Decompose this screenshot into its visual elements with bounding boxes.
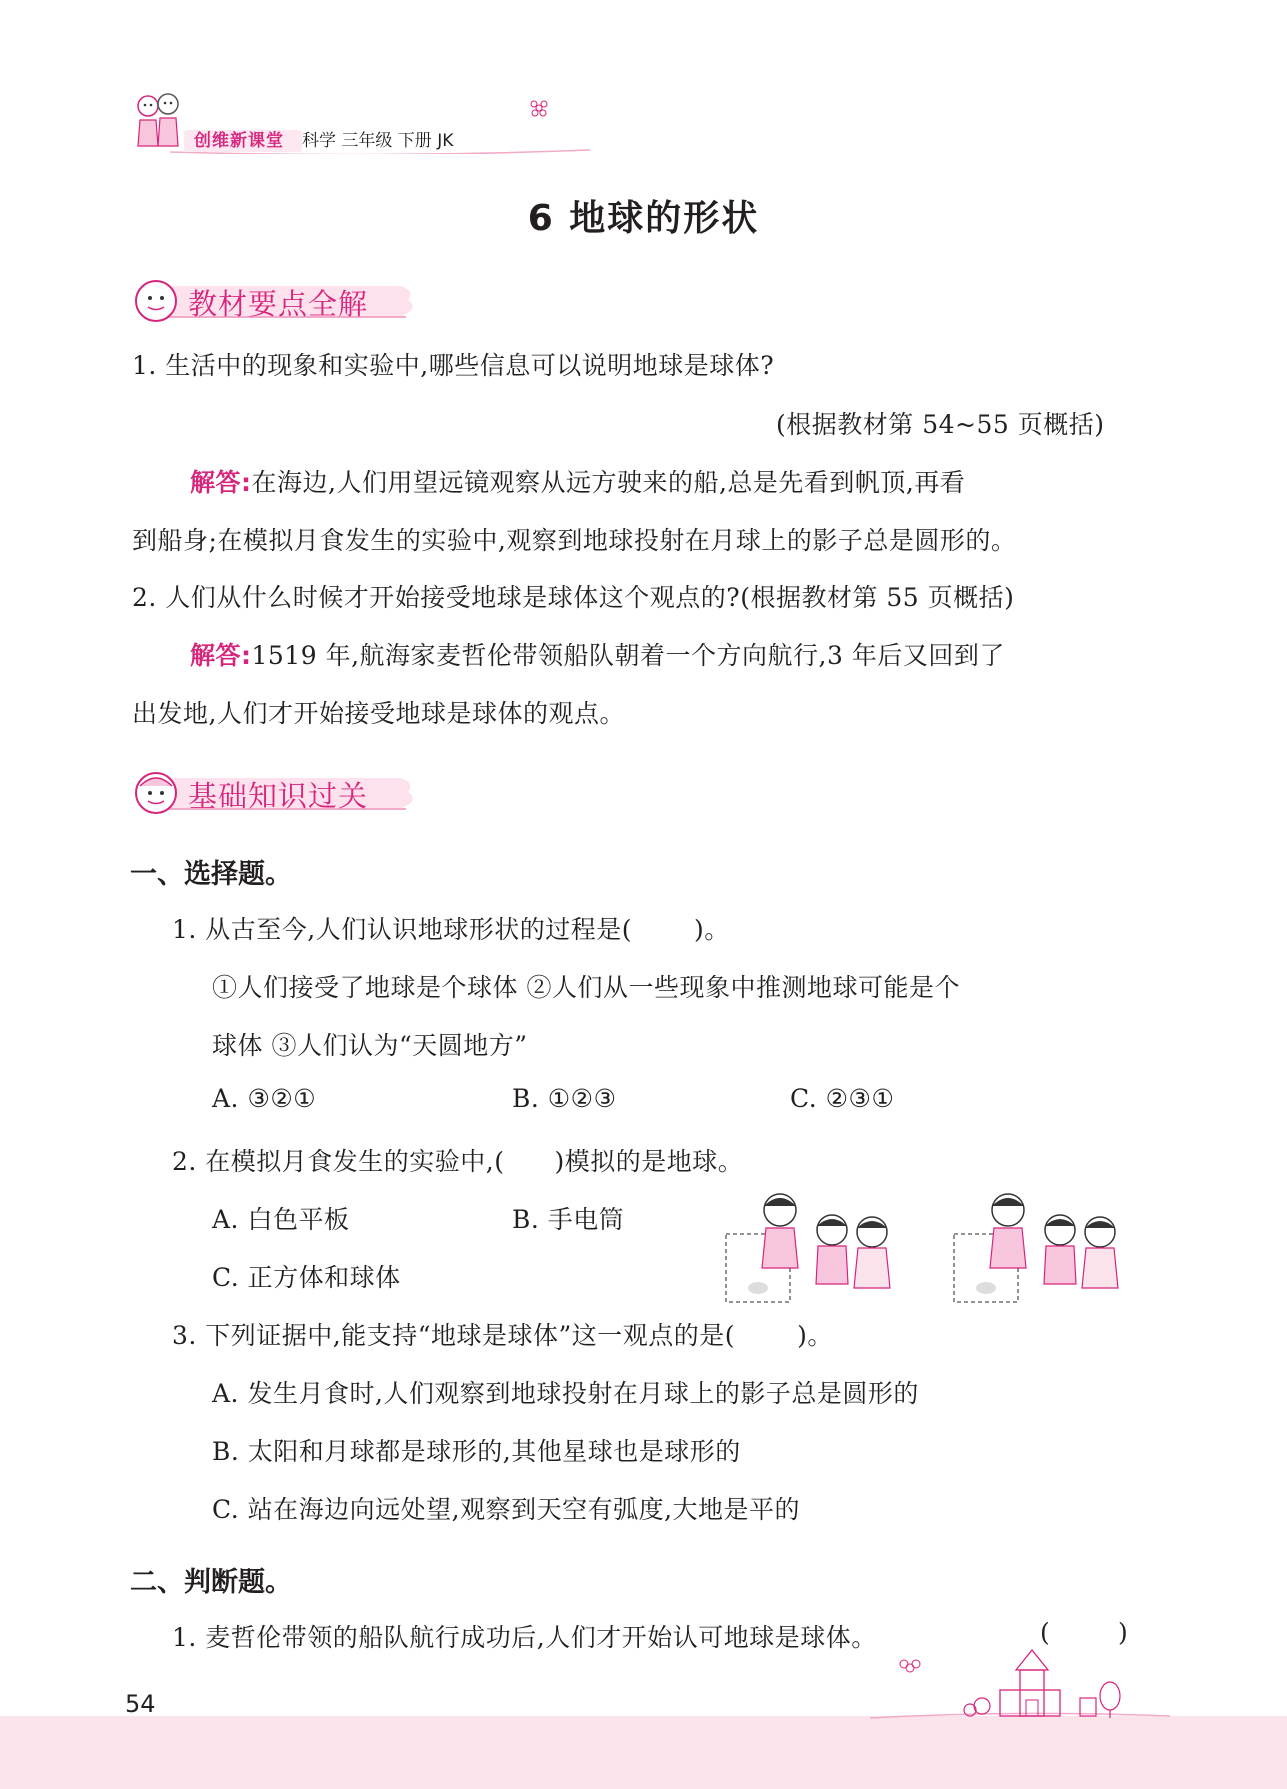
answer-2-line-2: 出发地,人们才开始接受地球是球体的观点。 xyxy=(132,699,625,728)
page-number: 54 xyxy=(125,1690,156,1718)
castle-decoration xyxy=(870,1640,1170,1720)
banner-title: 教材要点全解 xyxy=(188,287,369,321)
choice-question-1 xyxy=(172,910,730,946)
choice-2-option-c: C. 正方体和球体 xyxy=(212,1263,401,1292)
choice-question-2 xyxy=(172,1142,743,1178)
judgment-section-heading: 二、判断题。 xyxy=(130,1567,292,1598)
choice-1-statements-line-1: ①人们接受了地球是个球体 ②人们从一些现象中推测地球可能是个 xyxy=(212,973,960,1002)
answer-2-text: 1519 年,航海家麦哲伦带领船队朝着一个方向航行,3 年后又回到了 xyxy=(251,641,1005,670)
choice-1-statements-line-2: 球体 ③人们认为“天圆地方” xyxy=(212,1031,528,1060)
flower-icon xyxy=(528,98,550,118)
choice-question-3 xyxy=(172,1316,833,1352)
choice-section-heading: 一、选择题。 xyxy=(130,859,292,890)
choice-1-stem-end: )。 xyxy=(694,915,730,944)
brand-name: 创维新课堂 xyxy=(194,131,284,151)
judgment-question-1: 1. 麦哲伦带领的船队航行成功后,人们才开始认可地球是球体。 xyxy=(172,1623,877,1652)
choice-3-option-c: C. 站在海边向远处望,观察到天空有弧度,大地是平的 xyxy=(212,1495,801,1524)
choice-1-option-a: A. ③②① xyxy=(212,1084,317,1113)
answer-label: 解答: xyxy=(190,641,252,670)
answer-1-line-2: 到船身;在模拟月食发生的实验中,观察到地球投射在月球上的影子总是圆形的。 xyxy=(132,526,1017,555)
answer-1-line-1 xyxy=(190,463,965,499)
answer-1-text: 在海边,人们用望远镜观察从远方驶来的船,总是先看到帆顶,再看 xyxy=(251,468,966,497)
choice-1-stem: 1. 从古至今,人们认识地球形状的过程是( xyxy=(172,915,633,944)
page-header xyxy=(128,90,588,160)
page-title: 6 地球的形状 xyxy=(527,198,760,239)
choice-2-stem-end: )模拟的是地球。 xyxy=(554,1147,744,1176)
judgment-answer-paren-open: ( xyxy=(1040,1618,1051,1647)
question-1: 1. 生活中的现象和实验中,哪些信息可以说明地球是球体? xyxy=(132,351,775,380)
choice-1-option-b: B. ①②③ xyxy=(512,1084,617,1113)
book-meta: 科学 三年级 下册 JK xyxy=(302,131,454,151)
judgment-answer-paren-close: ) xyxy=(1118,1618,1129,1647)
answer-2-line-1 xyxy=(190,636,1005,672)
children-experiment-illustration xyxy=(722,1188,902,1306)
choice-3-stem: 3. 下列证据中,能支持“地球是球体”这一观点的是( xyxy=(172,1321,736,1350)
question-1-source: (根据教材第 54~55 页概括) xyxy=(776,410,1105,439)
banner-title: 基础知识过关 xyxy=(188,779,369,813)
section-banner-basics xyxy=(130,768,420,818)
footer-band xyxy=(0,1716,1287,1789)
children-experiment-illustration xyxy=(950,1188,1130,1306)
choice-1-option-c: C. ②③① xyxy=(790,1084,895,1113)
choice-2-stem: 2. 在模拟月食发生的实验中,( xyxy=(172,1147,505,1176)
choice-2-option-b: B. 手电筒 xyxy=(512,1205,625,1234)
section-banner-key-points xyxy=(130,276,420,326)
choice-3-stem-end: )。 xyxy=(797,1321,833,1350)
choice-2-option-a: A. 白色平板 xyxy=(212,1205,350,1234)
choice-3-option-b: B. 太阳和月球都是球形的,其他星球也是球形的 xyxy=(212,1437,741,1466)
question-2: 2. 人们从什么时候才开始接受地球是球体这个观点的?(根据教材第 55 页概括) xyxy=(132,583,1015,612)
answer-label: 解答: xyxy=(190,468,252,497)
choice-3-option-a: A. 发生月食时,人们观察到地球投射在月球上的影子总是圆形的 xyxy=(212,1379,919,1408)
